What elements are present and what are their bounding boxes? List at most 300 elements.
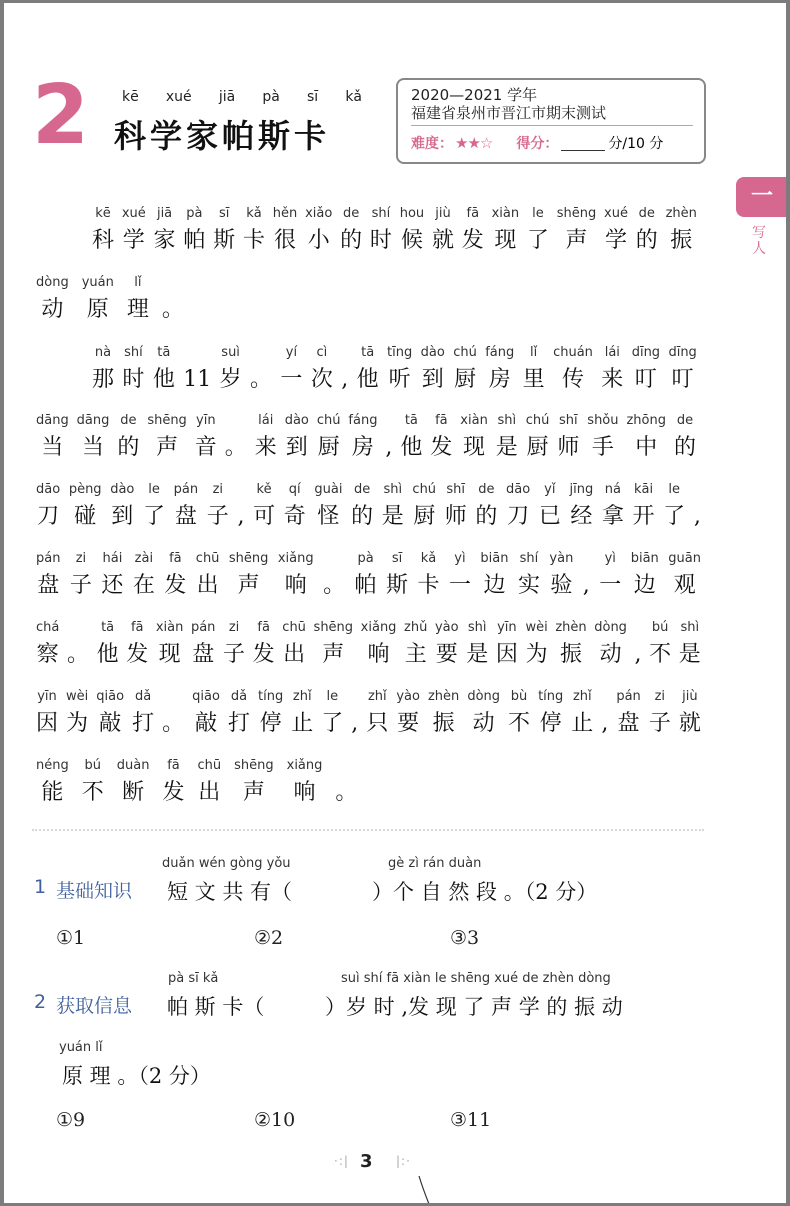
passage-char — [253, 482, 275, 530]
char-hanzi: 11 — [183, 367, 212, 392]
char-pinyin: yí — [285, 345, 298, 360]
q2-number: 2 — [34, 991, 47, 1013]
passage-char — [475, 482, 497, 530]
char-pinyin: shēng — [313, 620, 354, 635]
passage-char — [616, 689, 640, 737]
passage-char — [351, 689, 358, 737]
char-hanzi: 。 — [161, 297, 184, 322]
q1-number: 1 — [34, 876, 47, 898]
char-hanzi: 响 — [293, 780, 316, 805]
passage-char — [428, 689, 459, 737]
q2-option-2[interactable]: ②10 — [254, 1109, 296, 1131]
passage-char — [280, 345, 302, 393]
passage-char — [602, 482, 624, 530]
char-hanzi: 中 — [635, 435, 658, 460]
passage-char — [382, 482, 404, 530]
passage-char — [207, 482, 229, 530]
char-pinyin: yào — [396, 689, 420, 704]
passage-char — [583, 551, 590, 599]
title-pinyin-syllable: kē — [122, 89, 139, 105]
char-hanzi: 原 — [86, 297, 109, 322]
section-divider — [32, 829, 704, 831]
passage-char — [291, 689, 313, 737]
passage-char — [223, 620, 245, 668]
char-hanzi: 了 — [526, 228, 549, 253]
char-hanzi: 发 — [252, 642, 275, 667]
passage-char — [674, 413, 696, 461]
passage-char — [323, 551, 345, 599]
char-pinyin: jīng — [569, 482, 594, 497]
passage-char — [666, 206, 697, 254]
passage-char — [539, 482, 561, 530]
passage-char — [341, 345, 348, 393]
page-deco-right: |:· — [396, 1154, 411, 1168]
scan-mark — [418, 1175, 432, 1203]
passage-char — [355, 551, 377, 599]
char-hanzi: 到 — [421, 367, 444, 392]
passage-line — [92, 206, 697, 254]
char-hanzi: 因 — [495, 642, 518, 667]
q2-option-1[interactable]: ①9 — [56, 1109, 86, 1131]
char-pinyin: zhèn — [427, 689, 460, 704]
passage-char — [466, 620, 488, 668]
passage-char — [229, 551, 269, 599]
passage-char — [636, 206, 658, 254]
lesson-number: 2 — [32, 68, 88, 163]
char-hanzi: 的 — [635, 228, 658, 253]
passage-char — [527, 206, 549, 254]
char-pinyin: tīng — [387, 345, 413, 360]
char-pinyin: bú — [651, 620, 669, 635]
passage-char — [36, 620, 59, 668]
char-hanzi: 。 — [66, 642, 89, 667]
char-pinyin: tíng — [258, 689, 284, 704]
passage-char — [126, 620, 148, 668]
char-pinyin: xiǎng — [286, 758, 323, 773]
passage-char — [492, 206, 520, 254]
passage-char — [258, 689, 283, 737]
q2-text-c: 原 理 。（2 分） — [62, 1064, 211, 1088]
char-hanzi: 是 — [381, 504, 404, 529]
passage-char — [36, 482, 60, 530]
char-hanzi: 。 — [224, 435, 247, 460]
passage-char — [430, 413, 452, 461]
char-pinyin: dīng — [668, 345, 697, 360]
char-pinyin: wèi — [66, 689, 89, 704]
passage-char — [506, 482, 530, 530]
passage-char — [154, 206, 176, 254]
char-pinyin: xué — [604, 206, 628, 221]
char-hanzi: 验 — [550, 573, 573, 598]
char-hanzi: 科 — [92, 228, 115, 253]
passage-char — [191, 620, 215, 668]
unit-label: 写人 — [752, 225, 766, 257]
char-pinyin: zhǐ — [367, 689, 387, 704]
char-hanzi: 房 — [351, 435, 374, 460]
char-pinyin: zi — [228, 620, 240, 635]
passage-char — [117, 413, 139, 461]
passage-char — [69, 482, 102, 530]
passage-char — [357, 345, 379, 393]
char-hanzi: 当 — [82, 435, 105, 460]
char-pinyin: tā — [361, 345, 375, 360]
char-hanzi: , — [341, 367, 349, 392]
title-pinyin — [122, 89, 362, 105]
q2-pinyin-a: pà sī kǎ — [168, 971, 219, 986]
char-hanzi: 师 — [444, 504, 467, 529]
passage-char — [604, 206, 628, 254]
char-hanzi: 斯 — [213, 228, 236, 253]
passage-char — [192, 689, 220, 737]
char-pinyin: dāo — [506, 482, 531, 497]
passage-line — [36, 551, 701, 599]
char-hanzi: 盘 — [617, 711, 640, 736]
char-hanzi: 一 — [280, 367, 303, 392]
char-pinyin: bú — [84, 758, 101, 773]
char-hanzi: 他 — [400, 435, 423, 460]
q1-option-1[interactable]: ①1 — [56, 927, 86, 949]
char-hanzi: 的 — [673, 435, 696, 460]
char-hanzi: 不 — [508, 711, 531, 736]
char-pinyin: zhǐ — [572, 689, 592, 704]
passage-char — [496, 413, 518, 461]
char-pinyin: le — [326, 689, 339, 704]
char-hanzi: 要 — [435, 642, 458, 667]
char-hanzi: 卡 — [417, 573, 440, 598]
char-hanzi: 发 — [430, 435, 453, 460]
passage-char — [132, 689, 154, 737]
char-pinyin: kē — [95, 206, 111, 221]
char-hanzi: 声 — [156, 435, 179, 460]
difficulty-label: 难度： — [411, 136, 453, 152]
passage-char — [601, 689, 608, 737]
char-hanzi: 为 — [66, 711, 89, 736]
passage-char — [526, 413, 550, 461]
char-hanzi: 主 — [404, 642, 427, 667]
char-hanzi: 能 — [41, 780, 64, 805]
passage-char — [649, 689, 671, 737]
char-hanzi: 打 — [227, 711, 250, 736]
char-pinyin: jiù — [682, 689, 698, 704]
passage-char — [82, 758, 104, 806]
char-pinyin: chū — [197, 758, 222, 773]
passage-char — [36, 689, 58, 737]
char-pinyin: wèi — [525, 620, 548, 635]
char-pinyin: chú — [316, 413, 341, 428]
char-hanzi: 刀 — [37, 504, 60, 529]
char-hanzi: 里 — [522, 367, 545, 392]
char-hanzi: 声 — [242, 780, 265, 805]
char-pinyin: sī — [218, 206, 230, 221]
passage-char — [174, 482, 198, 530]
score-label: 得分： — [516, 136, 559, 152]
passage-char — [250, 345, 272, 393]
char-pinyin: fā — [167, 758, 180, 773]
char-hanzi: 经 — [570, 504, 593, 529]
char-pinyin: fā — [130, 620, 144, 635]
passage-char — [122, 345, 144, 393]
char-pinyin: cì — [316, 345, 328, 360]
char-hanzi: 振 — [670, 228, 693, 253]
char-pinyin: yì — [454, 551, 466, 566]
char-pinyin: yuán — [81, 275, 114, 290]
passage-char — [162, 689, 184, 737]
char-hanzi: 子 — [69, 573, 92, 598]
char-hanzi: , — [634, 642, 642, 667]
char-pinyin: kǎ — [246, 206, 262, 221]
passage-char — [417, 551, 439, 599]
char-pinyin: yào — [434, 620, 459, 635]
passage-char — [366, 689, 388, 737]
passage-char — [467, 689, 500, 737]
char-pinyin: le — [148, 482, 160, 497]
passage-char — [156, 620, 184, 668]
passage-char — [557, 206, 597, 254]
char-pinyin: ná — [604, 482, 621, 497]
char-hanzi: 观 — [673, 573, 696, 598]
char-hanzi: 卡 — [242, 228, 265, 253]
char-pinyin: tíng — [538, 689, 564, 704]
passage-char — [404, 620, 427, 668]
char-pinyin: dāo — [36, 482, 61, 497]
page-number: 3 — [360, 1151, 373, 1172]
char-hanzi: , — [693, 504, 701, 529]
char-pinyin: dāng — [36, 413, 69, 428]
char-pinyin: shǒu — [587, 413, 619, 428]
title-pinyin-syllable: jiā — [218, 89, 236, 105]
char-pinyin: lái — [604, 345, 620, 360]
char-hanzi: 发 — [162, 780, 185, 805]
passage-char — [197, 758, 221, 806]
passage-char — [555, 620, 586, 668]
char-pinyin: pán — [190, 620, 216, 635]
char-pinyin: shí — [124, 345, 143, 360]
unit-tab: 一 — [736, 177, 786, 217]
char-hanzi: 盘 — [192, 642, 215, 667]
char-hanzi: 奇 — [283, 504, 306, 529]
passage-char — [282, 620, 306, 668]
char-hanzi: 子 — [648, 711, 671, 736]
char-hanzi: 那 — [92, 367, 115, 392]
passage-char — [237, 482, 244, 530]
char-hanzi: , — [237, 504, 245, 529]
passage-char — [117, 758, 150, 806]
char-hanzi: 边 — [483, 573, 506, 598]
passage-char — [335, 758, 357, 806]
char-hanzi: 敲 — [99, 711, 122, 736]
char-pinyin: fā — [257, 620, 270, 635]
char-hanzi: 是 — [678, 642, 701, 667]
char-hanzi: 刀 — [507, 504, 530, 529]
char-pinyin: dào — [110, 482, 135, 497]
q2-pinyin-c: yuán lǐ — [59, 1040, 103, 1055]
passage-line — [36, 275, 184, 323]
char-pinyin: fā — [435, 413, 448, 428]
passage-char — [432, 206, 454, 254]
passage-char — [110, 482, 134, 530]
q2-text-a: 帕 斯 卡（ — [167, 995, 265, 1019]
q1-tag: 基础知识 — [56, 880, 133, 902]
char-hanzi: 。 — [335, 780, 358, 805]
char-pinyin: zhǐ — [292, 689, 312, 704]
passage-char — [143, 482, 165, 530]
passage-char — [92, 345, 114, 393]
char-pinyin: guài — [314, 482, 343, 497]
char-hanzi: 的 — [117, 435, 140, 460]
passage-char — [663, 482, 685, 530]
passage-char — [538, 689, 563, 737]
char-hanzi: 他 — [356, 367, 379, 392]
char-pinyin: zi — [212, 482, 223, 497]
char-hanzi: 。 — [250, 367, 273, 392]
passage-char — [453, 345, 477, 393]
char-hanzi: , — [351, 711, 359, 736]
char-pinyin: xiǎng — [277, 551, 314, 566]
passage-char — [523, 345, 545, 393]
char-hanzi: 拿 — [601, 504, 624, 529]
char-hanzi: 一 — [599, 573, 622, 598]
passage-char — [400, 206, 424, 254]
char-pinyin: sī — [391, 551, 403, 566]
passage-char — [183, 206, 205, 254]
char-hanzi: 了 — [143, 504, 166, 529]
char-hanzi: 房 — [488, 367, 511, 392]
char-pinyin: xiàn — [491, 206, 520, 221]
char-pinyin: zhǔ — [404, 620, 428, 635]
char-hanzi: 音 — [194, 435, 217, 460]
char-pinyin: guān — [668, 551, 701, 566]
char-pinyin: kě — [256, 482, 272, 497]
char-pinyin: dào — [284, 413, 309, 428]
char-hanzi: 厨 — [526, 435, 549, 460]
q1-option-3[interactable]: ③3 — [450, 927, 480, 949]
char-pinyin: pèng — [68, 482, 102, 497]
passage-char — [633, 482, 655, 530]
char-hanzi: 子 — [223, 642, 246, 667]
char-pinyin: xiǎng — [360, 620, 397, 635]
char-hanzi: 停 — [259, 711, 282, 736]
passage-char — [449, 551, 471, 599]
passage-line — [36, 620, 701, 668]
passage-char — [462, 206, 484, 254]
passage-char — [255, 413, 277, 461]
passage-char — [220, 345, 242, 393]
char-pinyin: dǎ — [230, 689, 248, 704]
char-hanzi: 时 — [122, 367, 145, 392]
char-hanzi: 开 — [632, 504, 655, 529]
char-hanzi: 停 — [539, 711, 562, 736]
title-pinyin-syllable: kǎ — [345, 89, 362, 105]
passage-char — [631, 551, 659, 599]
char-pinyin: yàn — [549, 551, 574, 566]
passage-char — [400, 413, 422, 461]
passage-char — [285, 413, 309, 461]
passage-char — [460, 413, 488, 461]
char-hanzi: 振 — [559, 642, 582, 667]
char-pinyin: le — [668, 482, 680, 497]
char-pinyin: zhōng — [626, 413, 666, 428]
passage-char — [435, 620, 459, 668]
char-pinyin: biān — [480, 551, 509, 566]
char-pinyin: shì — [497, 413, 517, 428]
passage-char — [485, 345, 514, 393]
char-pinyin: shì — [383, 482, 403, 497]
passage-char — [70, 551, 92, 599]
difficulty-stars — [455, 134, 492, 152]
char-pinyin: de — [120, 413, 137, 428]
char-pinyin: yīn — [37, 689, 57, 704]
passage-char — [101, 551, 123, 599]
school-year: 2020—2021 学年 — [411, 86, 538, 104]
char-pinyin: yǐ — [544, 482, 556, 497]
passage-char — [553, 345, 593, 393]
passage-char — [122, 206, 146, 254]
char-hanzi: 为 — [525, 642, 548, 667]
q1-text-a: 短 文 共 有（ — [167, 880, 293, 904]
passage-char — [361, 620, 397, 668]
char-pinyin: dòng — [36, 275, 69, 290]
passage-char — [213, 206, 235, 254]
passage-char — [626, 413, 666, 461]
passage-char — [387, 345, 412, 393]
char-hanzi: 理 — [126, 297, 149, 322]
star-filled-icon: ★ — [467, 134, 480, 152]
char-hanzi: 动 — [472, 711, 495, 736]
char-hanzi: 传 — [561, 367, 584, 392]
char-hanzi: 发 — [461, 228, 484, 253]
passage-char — [314, 482, 342, 530]
char-pinyin: shì — [680, 620, 700, 635]
passage-line — [36, 689, 701, 737]
passage-char — [599, 551, 621, 599]
passage-line — [92, 345, 697, 393]
char-hanzi: 厨 — [317, 435, 340, 460]
passage-char — [679, 689, 701, 737]
char-hanzi: 现 — [494, 228, 517, 253]
char-hanzi: 来 — [601, 367, 624, 392]
char-hanzi: 厨 — [454, 367, 477, 392]
passage-char — [632, 345, 660, 393]
passage-char — [635, 620, 642, 668]
passage-char — [147, 413, 187, 461]
char-pinyin: yì — [604, 551, 616, 566]
exam-source: 福建省泉州市晋江市期末测试 — [411, 104, 607, 122]
passage-char — [386, 551, 408, 599]
char-pinyin: dào — [420, 345, 445, 360]
char-hanzi: 怪 — [317, 504, 340, 529]
q2-option-3[interactable]: ③11 — [450, 1109, 492, 1131]
char-hanzi: 到 — [285, 435, 308, 460]
passage-char — [412, 482, 436, 530]
passage-char — [421, 345, 445, 393]
passage-line — [36, 758, 357, 806]
passage-char — [36, 758, 69, 806]
char-pinyin: zhèn — [555, 620, 587, 635]
score-blank[interactable] — [561, 136, 605, 151]
exam-info-box — [396, 78, 706, 164]
passage-char — [396, 689, 420, 737]
char-pinyin: qiāo — [192, 689, 220, 704]
char-hanzi: 可 — [253, 504, 276, 529]
char-hanzi: , — [601, 711, 609, 736]
q1-option-2[interactable]: ②2 — [254, 927, 284, 949]
passage-char — [569, 482, 593, 530]
char-hanzi: 现 — [158, 642, 181, 667]
q2-tag: 获取信息 — [56, 995, 133, 1017]
star-filled-icon: ★ — [455, 134, 468, 152]
char-hanzi: 在 — [132, 573, 155, 598]
passage-line — [36, 482, 701, 530]
